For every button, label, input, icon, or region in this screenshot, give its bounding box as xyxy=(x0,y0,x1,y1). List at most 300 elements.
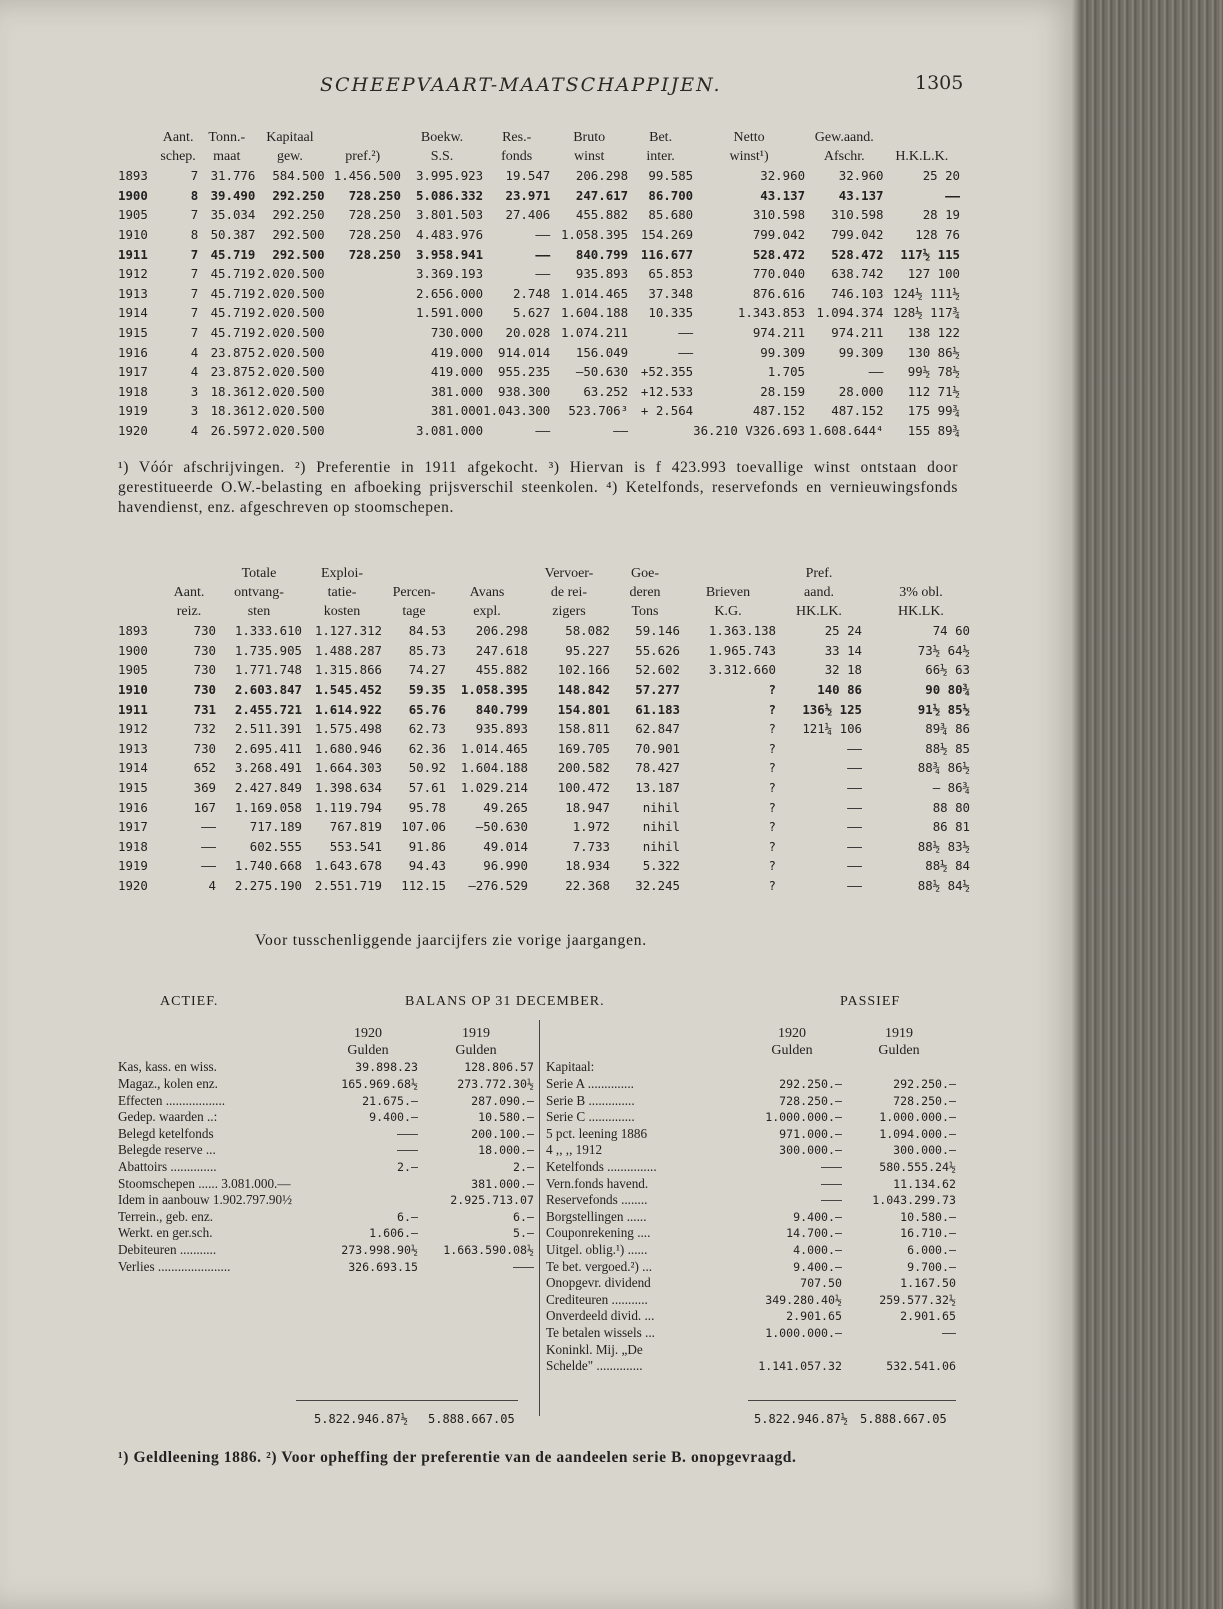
balance-value: 1.043.299.73 xyxy=(872,1193,956,1208)
table-cell: nihil xyxy=(642,819,680,835)
table-cell: 175 99¾ xyxy=(907,403,960,419)
table-cell: —— xyxy=(847,760,862,776)
table-cell: 140 86 xyxy=(817,682,862,698)
balance-label: Effecten .................. xyxy=(118,1092,226,1108)
table-cell: Brieven xyxy=(705,584,751,600)
table-cell: 43.137 xyxy=(760,187,806,203)
table-cell: 4 xyxy=(208,878,216,894)
interim-years-note: Voor tusschenliggende jaarcijfers zie vorige jaargangen. xyxy=(255,932,647,949)
table-cell: 154.269 xyxy=(640,227,694,243)
balance-header-cell xyxy=(546,1043,742,1060)
balance-label: Abattoirs .............. xyxy=(118,1159,217,1175)
balance-label: Serie A .............. xyxy=(546,1076,634,1092)
table-cell: 1914 xyxy=(118,305,148,321)
table-cell: 2.020.500 xyxy=(257,344,325,360)
table-cell: 45.719 xyxy=(210,266,256,282)
table-cell: 7 xyxy=(190,285,199,301)
balance-row xyxy=(118,1109,534,1126)
table-cell: 1.705 xyxy=(767,364,806,380)
table-cell: —— xyxy=(678,325,694,341)
balance-value: 273.772.30½ xyxy=(457,1077,534,1092)
table-cell: 19.547 xyxy=(505,168,551,184)
balance-header-cell xyxy=(118,1043,318,1060)
table-cell: 62.847 xyxy=(635,721,680,737)
table-cell: 136½ 125 xyxy=(802,701,862,717)
table-cell: ? xyxy=(768,799,776,815)
table-cell xyxy=(118,583,162,602)
balance-unit-row xyxy=(546,1043,956,1060)
balance-label: Verlies ...................... xyxy=(118,1258,231,1274)
balance-row xyxy=(118,1209,534,1226)
table-cell: 31.776 xyxy=(210,168,256,184)
table-cell: 247.618 xyxy=(475,642,528,658)
balance-label: Onverdeeld divid. ... xyxy=(546,1308,655,1324)
table-row xyxy=(118,323,960,343)
table-cell: ? xyxy=(768,760,776,776)
table-cell: 487.152 xyxy=(752,403,806,419)
table-cell: — 86¾ xyxy=(932,780,970,796)
table-cell: 73½ 64½ xyxy=(917,642,970,658)
table-cell: 10.335 xyxy=(648,305,694,321)
table-cell: Totale xyxy=(241,565,277,581)
balance-row xyxy=(118,1059,534,1076)
table-cell: ? xyxy=(768,780,776,796)
table-cell: —— xyxy=(535,266,551,282)
table-cell: 50.92 xyxy=(408,760,446,776)
table-cell: 20.028 xyxy=(505,325,551,341)
table-cell xyxy=(862,660,872,680)
table-cell: 88½ 85 xyxy=(925,740,970,756)
table-cell: 32.960 xyxy=(838,168,884,184)
table-cell: 1.043.300 xyxy=(483,403,551,419)
balance-row xyxy=(546,1059,956,1076)
balance-value: 6.— xyxy=(513,1209,534,1224)
table-cell: 27.406 xyxy=(505,207,551,223)
table-cell: H.K.L.K. xyxy=(895,148,949,164)
table-cell xyxy=(862,621,872,641)
table-cell xyxy=(862,641,872,661)
balance-row xyxy=(118,1142,534,1159)
table-cell xyxy=(325,342,401,362)
table-cell: 89¾ 86 xyxy=(925,721,970,737)
balance-row xyxy=(546,1109,956,1126)
table-cell: 799.042 xyxy=(831,227,884,243)
balance-value xyxy=(742,1341,842,1358)
balance-value: 2.901.65 xyxy=(786,1309,842,1324)
table-cell: 1918 xyxy=(118,383,148,399)
balance-row xyxy=(546,1209,956,1226)
table-cell: 1.333.610 xyxy=(234,623,302,639)
table-cell: 528.472 xyxy=(752,246,806,262)
table-cell: 1.604.188 xyxy=(460,760,528,776)
table-cell: kosten xyxy=(323,603,361,619)
balance-label: Vern.fonds havend. xyxy=(546,1175,649,1191)
balance-label: Belegd ketelfonds xyxy=(118,1125,214,1141)
table-row xyxy=(118,856,970,876)
balance-value: 292.250.— xyxy=(893,1077,956,1092)
table-cell: 730 xyxy=(193,642,216,658)
table-cell xyxy=(862,817,872,837)
table-cell: ? xyxy=(768,878,776,894)
balance-unit-row xyxy=(118,1043,534,1060)
table-cell xyxy=(862,699,872,719)
balance-value: ——— xyxy=(397,1126,418,1141)
table-cell: 88½ 83½ xyxy=(917,838,970,854)
table-cell: 1914 xyxy=(118,760,148,776)
actief-total-1919: 5.888.667.05 xyxy=(428,1412,515,1426)
table-cell: 95.78 xyxy=(408,799,446,815)
table-cell: Aant. xyxy=(162,129,194,145)
table-cell: 2.603.847 xyxy=(234,682,302,698)
table-cell: 96.990 xyxy=(483,858,528,874)
table-cell: 99.309 xyxy=(838,344,884,360)
table-cell: 62.73 xyxy=(408,721,446,737)
table-cell: 88 80 xyxy=(932,799,970,815)
table-cell: 1912 xyxy=(118,266,148,282)
balance-label: Borgstellingen ...... xyxy=(546,1208,647,1224)
table-cell: —— xyxy=(535,423,551,439)
table-cell: 91½ 85½ xyxy=(917,701,970,717)
table-cell xyxy=(325,421,401,441)
table-cell: HK.LK. xyxy=(898,603,944,619)
balance-label: Terrein., geb. enz. xyxy=(118,1208,214,1224)
table-cell: 730.000 xyxy=(430,325,484,341)
table-cell: Goe- xyxy=(631,565,659,581)
table-cell: 112 71½ xyxy=(907,383,960,399)
table-cell: 128 76 xyxy=(915,227,960,243)
balance-row xyxy=(118,1258,534,1275)
table-cell: 3.801.503 xyxy=(415,207,484,223)
table-cell: 1893 xyxy=(118,168,148,184)
balance-label: Belegde reserve ... xyxy=(118,1142,216,1158)
table-row xyxy=(118,303,960,323)
table-cell: 3.958.941 xyxy=(415,246,484,262)
balance-row xyxy=(118,1242,534,1259)
table-cell: 638.742 xyxy=(831,266,884,282)
balance-label: 5 pct. leening 1886 xyxy=(546,1125,648,1141)
table-cell: schep. xyxy=(160,148,196,164)
table-cell xyxy=(862,876,872,896)
table-cell: 50.387 xyxy=(210,227,256,243)
table-cell: 955.235 xyxy=(498,364,551,380)
table-cell: Pref. xyxy=(805,565,833,581)
table-cell: 61.183 xyxy=(635,701,680,717)
table-cell: 3 xyxy=(190,403,199,419)
table-cell: —— xyxy=(847,780,862,796)
table-row xyxy=(118,817,970,837)
table-cell: 63.252 xyxy=(583,383,629,399)
table-cell: 32.245 xyxy=(635,878,680,894)
balance-header-cell: 1919 xyxy=(885,1026,913,1042)
table-cell: 2.427.849 xyxy=(234,780,302,796)
balance-title: BALANS OP 31 DECEMBER. xyxy=(405,994,605,1009)
table-cell: 148.842 xyxy=(557,682,610,698)
balance-row xyxy=(546,1258,956,1275)
balance-value: 532.541.06 xyxy=(886,1359,956,1374)
table-cell: 1917 xyxy=(118,364,148,380)
table-cell xyxy=(862,602,872,621)
table-cell: 3% obl. xyxy=(899,584,943,600)
table-cell: gew. xyxy=(276,148,303,164)
table-cell: 25 24 xyxy=(824,623,862,639)
balance-value: 9.400.— xyxy=(793,1259,842,1274)
table-cell: 1913 xyxy=(118,285,148,301)
table-cell: 156.049 xyxy=(575,344,629,360)
table-cell: 876.616 xyxy=(752,285,806,301)
table-cell: Bet. xyxy=(649,129,673,145)
balance-row xyxy=(546,1275,956,1292)
balance-value: 1.167.50 xyxy=(900,1276,956,1291)
table-cell: 2.275.190 xyxy=(234,878,302,894)
table-cell: 487.152 xyxy=(831,403,884,419)
table-cell: 770.040 xyxy=(752,266,806,282)
balance-header-cell: Gulden xyxy=(455,1042,497,1058)
balance-value: 292.250.— xyxy=(779,1077,842,1092)
actief-table xyxy=(118,1026,534,1275)
balance-value: 6.000.— xyxy=(907,1243,956,1258)
table-cell: 91.86 xyxy=(408,838,446,854)
balance-label: Te betalen wissels ... xyxy=(546,1324,655,1340)
table-cell: 935.893 xyxy=(475,721,528,737)
balance-row xyxy=(546,1358,956,1375)
balance-row xyxy=(546,1076,956,1093)
table-cell: 35.034 xyxy=(210,207,256,223)
table-cell: 1893 xyxy=(118,623,148,639)
balance-value: 9.400.— xyxy=(793,1209,842,1224)
table-cell: 158.811 xyxy=(557,721,610,737)
balance-value: 1.000.000.— xyxy=(765,1325,842,1340)
table-cell: 1.965.743 xyxy=(708,642,776,658)
table-cell: inter. xyxy=(646,148,675,164)
balance-value: 300.000.— xyxy=(779,1143,842,1158)
table-cell: 2.020.500 xyxy=(257,285,325,301)
table-cell: 39.490 xyxy=(210,187,256,203)
table-row xyxy=(118,244,960,264)
balance-divider xyxy=(539,1020,540,1416)
table-cell: 419.000 xyxy=(430,364,484,380)
table-cell: 1.127.312 xyxy=(314,623,382,639)
table-cell: 455.882 xyxy=(575,207,629,223)
table-cell: aand. xyxy=(804,584,834,600)
table-cell xyxy=(680,564,776,583)
table-row xyxy=(118,699,970,719)
table-header-row xyxy=(118,583,970,602)
balance-header-cell: Gulden xyxy=(878,1042,920,1058)
table-cell: 1.740.668 xyxy=(234,858,302,874)
balance-value: 10.580.— xyxy=(900,1209,956,1224)
table-cell: 18.361 xyxy=(210,383,256,399)
table-row xyxy=(118,797,970,817)
table-cell: nihil xyxy=(642,799,680,815)
table-cell: 3.081.000 xyxy=(415,423,484,439)
table-cell: de rei- xyxy=(550,584,588,600)
table-cell: 8 xyxy=(190,227,199,243)
table-cell: 13.187 xyxy=(635,780,680,796)
table-cell: 84.53 xyxy=(408,623,446,639)
balance-label: Couponrekening .... xyxy=(546,1225,651,1241)
table-cell: 45.719 xyxy=(210,285,256,301)
table-cell: Gew.aand. xyxy=(814,129,874,145)
table-cell: 3.312.660 xyxy=(708,662,776,678)
table-row xyxy=(118,421,960,441)
table-cell: 3 xyxy=(190,383,199,399)
table-cell: 717.189 xyxy=(249,819,302,835)
table-cell: 247.617 xyxy=(575,187,629,203)
table-cell: 206.298 xyxy=(475,623,528,639)
table-cell: 65.76 xyxy=(408,701,446,717)
table-cell: 70.901 xyxy=(635,740,680,756)
table-cell: Bruto xyxy=(573,129,606,145)
table-row xyxy=(118,401,960,421)
table-cell: +12.533 xyxy=(640,383,694,399)
table-cell: 23.875 xyxy=(210,344,256,360)
balance-value: 21.675.— xyxy=(362,1093,418,1108)
table-cell: 1.614.922 xyxy=(314,701,382,717)
table-row xyxy=(118,876,970,896)
table-cell: 1.545.452 xyxy=(314,682,382,698)
table-row xyxy=(118,778,970,798)
table-cell: 1.058.395 xyxy=(560,227,629,243)
table-cell: ? xyxy=(768,858,776,874)
balance-value: 1.663.590.08½ xyxy=(443,1243,534,1258)
table-row xyxy=(118,739,970,759)
table-cell: 4 xyxy=(190,344,199,360)
table-cell: 2.020.500 xyxy=(257,383,325,399)
balance-value: 2.925.713.07 xyxy=(450,1193,534,1208)
table-cell: Tons xyxy=(631,603,659,619)
table-cell: 45.719 xyxy=(210,325,256,341)
table-cell: 1.456.500 xyxy=(333,168,401,184)
table-cell xyxy=(862,778,872,798)
table-cell: 1910 xyxy=(118,682,148,698)
table-cell: 1910 xyxy=(118,227,148,243)
table-cell xyxy=(325,303,401,323)
table-cell: 4.483.976 xyxy=(415,227,484,243)
table-cell: 1.029.214 xyxy=(460,780,528,796)
table-cell: 155 89¾ xyxy=(907,423,960,439)
table-cell: 1.014.465 xyxy=(560,285,629,301)
table-cell: 28.000 xyxy=(838,383,884,399)
table-cell: —276.529 xyxy=(468,878,528,894)
balance-value: 349.280.40½ xyxy=(765,1292,842,1307)
balance-row xyxy=(546,1126,956,1143)
table-cell: 840.799 xyxy=(575,246,629,262)
table-cell: Res.- xyxy=(502,129,532,145)
balance-value: 165.969.68½ xyxy=(341,1077,418,1092)
table-cell xyxy=(862,856,872,876)
passief-total-rule xyxy=(748,1400,956,1401)
table-cell: 914.014 xyxy=(498,344,551,360)
balance-value: 287.090.— xyxy=(471,1093,534,1108)
table-cell: 127 100 xyxy=(907,266,960,282)
table-cell: 138 122 xyxy=(907,325,960,341)
table-cell: ? xyxy=(768,701,776,717)
table-cell: 1915 xyxy=(118,325,148,341)
table-cell: —— xyxy=(847,740,862,756)
table-cell: Exploi- xyxy=(321,565,363,581)
table-cell: ontvang- xyxy=(234,584,284,600)
table-cell: 799.042 xyxy=(752,227,806,243)
table-cell: —— xyxy=(535,246,551,262)
table-cell: 1920 xyxy=(118,423,148,439)
table-cell: 1.119.794 xyxy=(314,799,382,815)
balance-value: 273.998.90½ xyxy=(341,1243,418,1258)
table-cell: 32.960 xyxy=(760,168,806,184)
table-cell: Boekw. xyxy=(420,129,464,145)
table-cell: 2.020.500 xyxy=(257,266,325,282)
table-cell: 1900 xyxy=(118,642,148,658)
table-cell: zigers xyxy=(552,603,586,619)
balance-value: 728.250.— xyxy=(893,1093,956,1108)
table-cell: Percen- xyxy=(392,584,436,600)
table-cell: —— xyxy=(847,819,862,835)
table-cell xyxy=(118,602,162,621)
table-cell: winst¹) xyxy=(729,148,769,164)
table-cell: 107.06 xyxy=(401,819,446,835)
table-cell: 1919 xyxy=(118,858,148,874)
table-cell: 74 60 xyxy=(932,623,970,639)
balance-row xyxy=(118,1159,534,1176)
balance-label: Reservefonds ........ xyxy=(546,1192,648,1208)
balance-label: Idem in aanbouw 1.902.797.90½ xyxy=(118,1192,292,1208)
table-cell: 2.695.411 xyxy=(234,740,302,756)
table-cell: 1.664.303 xyxy=(314,760,382,776)
balance-label: Koninkl. Mij. „De xyxy=(546,1341,643,1357)
table-cell: 584.500 xyxy=(272,168,325,184)
table-cell: 23.875 xyxy=(210,364,256,380)
balance-value: 971.000.— xyxy=(779,1126,842,1141)
balance-row xyxy=(118,1076,534,1093)
table-cell xyxy=(884,128,960,147)
table-cell: 78.427 xyxy=(635,760,680,776)
running-title: SCHEEPVAART-MAATSCHAPPIJEN. xyxy=(320,74,722,96)
table-row xyxy=(118,719,970,739)
table-cell: + 2.564 xyxy=(640,403,694,419)
balance-value: 18.000.— xyxy=(478,1143,534,1158)
table-cell: pref.²) xyxy=(345,148,381,164)
table-cell: 2.020.500 xyxy=(257,305,325,321)
balance-value: 300.000.— xyxy=(893,1143,956,1158)
table-cell: Netto xyxy=(733,129,765,145)
table-cell: winst xyxy=(574,148,605,164)
balance-value xyxy=(318,1175,418,1192)
balance-header-cell: 1919 xyxy=(462,1026,490,1042)
balance-row xyxy=(546,1175,956,1192)
table-cell: 66½ 63 xyxy=(925,662,970,678)
table-cell: 1.074.211 xyxy=(560,325,629,341)
table-cell: 1917 xyxy=(118,819,148,835)
table-cell xyxy=(862,758,872,778)
table-cell: 528.472 xyxy=(831,246,884,262)
table-cell: Avans xyxy=(469,584,505,600)
table-cell: Tonn.- xyxy=(208,129,246,145)
table-cell: 1916 xyxy=(118,799,148,815)
table-cell: 32 18 xyxy=(824,662,862,678)
balance-value: 381.000.— xyxy=(471,1176,534,1191)
balance-label: Kapitaal: xyxy=(546,1059,595,1075)
table-row xyxy=(118,837,970,857)
balance-value: 326.693.15 xyxy=(348,1259,418,1274)
table-cell: 49.014 xyxy=(483,838,528,854)
balance-label: Stoomschepen ...... 3.081.000.— xyxy=(118,1175,291,1191)
table-header-row xyxy=(118,128,960,147)
table-cell: 1905 xyxy=(118,207,148,223)
table-cell: 730 xyxy=(193,662,216,678)
balance-label: Kas, kass. en wiss. xyxy=(118,1059,217,1075)
table-cell: 730 xyxy=(193,682,216,698)
table-cell: 1911 xyxy=(118,701,148,717)
balance-value: ——— xyxy=(513,1259,534,1274)
